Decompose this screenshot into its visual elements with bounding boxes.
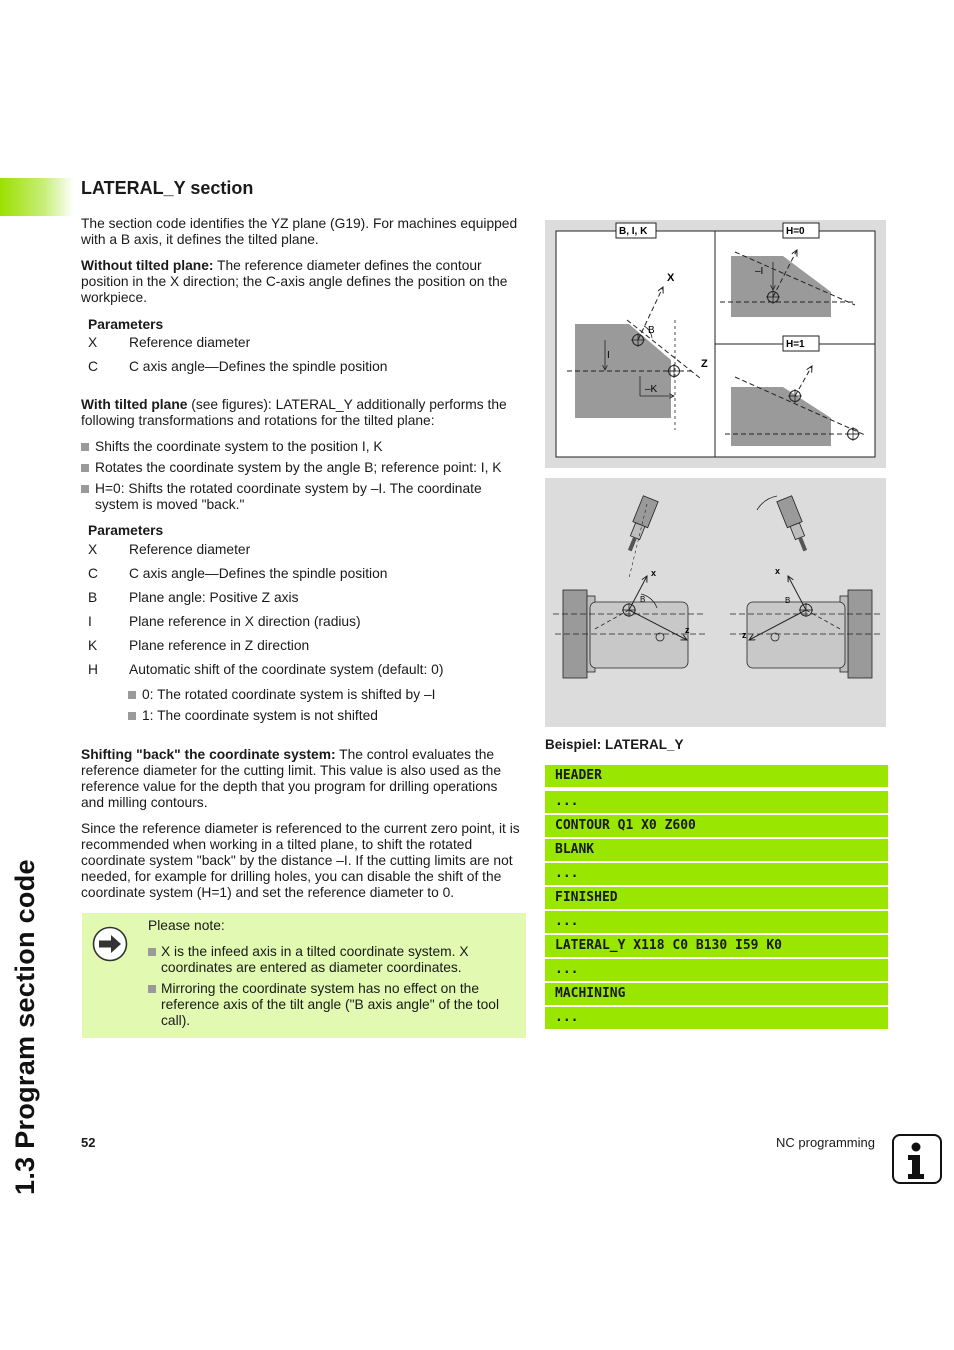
- bullet-square-icon: [81, 443, 89, 451]
- tool-holder-right: [777, 496, 813, 554]
- minus-k-label: –K: [645, 384, 658, 395]
- param-row: B Plane angle: Positive Z axis: [88, 590, 299, 605]
- page-number: 52: [81, 1135, 96, 1150]
- bullet-square-icon: [81, 464, 89, 472]
- param-row: I Plane reference in X direction (radius): [88, 614, 361, 629]
- param-row: [88, 335, 518, 353]
- with-tilted-paragraph: [81, 397, 523, 429]
- param-row: C C axis angle—Defines the spindle position: [88, 566, 388, 581]
- without-tilted-paragraph: [81, 258, 523, 306]
- footer-text: NC programming: [776, 1135, 875, 1150]
- shifting-paragraph: [81, 747, 523, 811]
- i-label: I: [607, 350, 610, 361]
- bullet-square-icon: [148, 985, 156, 993]
- side-tab-label: 1.3 Program section code: [10, 859, 40, 1195]
- bullet-item: Shifts the coordinate system to the position I, K: [81, 439, 526, 455]
- axis-x-label-right: x: [775, 566, 781, 576]
- param-key: C: [88, 359, 98, 374]
- tag-h1: H=1: [786, 339, 805, 350]
- tag-bik: B, I, K: [619, 226, 648, 237]
- tilted-plane-figure: [545, 220, 886, 468]
- axis-x-label-left: x: [651, 568, 657, 578]
- shifting-text: The control evaluates the reference diameter for the cutting limit. This value is also used as the reference value for the depth that you program for drilling operations and milling contours.: [81, 747, 501, 810]
- side-tab-highlight: [0, 178, 74, 216]
- bullet-item: H=0: Shifts the rotated coordinate system by –I. The coordinate system is moved "back.": [81, 481, 521, 513]
- code-line: CONTOUR Q1 X0 Z600: [545, 815, 888, 837]
- shifting-label: Shifting "back" the coordinate system:: [81, 747, 336, 762]
- workpiece-shape: [747, 602, 845, 668]
- tag-h0: H=0: [786, 226, 805, 237]
- note-title: Please note:: [148, 918, 225, 933]
- param-value: Reference diameter: [129, 335, 251, 350]
- bullet-square-icon: [128, 712, 136, 720]
- param-row: [88, 359, 518, 377]
- bullet-square-icon: [128, 691, 136, 699]
- angle-b-label-right: B: [785, 596, 791, 605]
- code-line: ...: [545, 959, 888, 981]
- minus-i-label: –I: [755, 266, 764, 277]
- code-line: LATERAL_Y X118 C0 B130 I59 K0: [545, 935, 888, 957]
- code-line: ...: [545, 1007, 888, 1029]
- param-key: X: [88, 335, 98, 350]
- code-line: HEADER: [545, 765, 888, 787]
- param-value: C axis angle—Defines the spindle position: [129, 359, 388, 374]
- without-tilted-text: The reference diameter defines the contour position in the X direction; the C-axis angle defines the position on the workpiece.: [81, 258, 508, 305]
- code-line: FINISHED: [545, 887, 888, 909]
- parameters-title-2: Parameters: [88, 523, 164, 538]
- arrow-right-icon: [92, 926, 128, 962]
- example-title: Beispiel: LATERAL_Y: [545, 737, 684, 752]
- machine-tilt-figure: [545, 478, 886, 727]
- axis-x-label: X: [667, 272, 675, 284]
- angle-b-label-left: B: [640, 595, 646, 604]
- axis-z-label-right: z: [742, 630, 747, 640]
- parameters-title-1: Parameters: [88, 317, 164, 332]
- bullet-square-icon: [148, 948, 156, 956]
- code-line: ...: [545, 863, 888, 885]
- info-icon: [892, 1134, 942, 1184]
- code-line: BLANK: [545, 839, 888, 861]
- with-tilted-label: With tilted plane: [81, 397, 188, 412]
- section-heading: LATERAL_Y section: [81, 178, 254, 198]
- code-line: ...: [545, 791, 888, 813]
- code-line: ...: [545, 911, 888, 933]
- code-line: MACHINING: [545, 983, 888, 1005]
- param-row: H Automatic shift of the coordinate system (default: 0): [88, 662, 444, 677]
- axis-z-label-left: z: [685, 625, 690, 635]
- axis-z-label: Z: [701, 358, 708, 370]
- intro-paragraph: The section code identifies the YZ plane (G19). For machines equipped with a B axis, it defines the tilted plane.: [81, 216, 518, 247]
- bullet-square-icon: [81, 485, 89, 493]
- note-item: X is the infeed axis in a tilted coordinate system. X coordinates are entered as diameter coordinates.: [148, 944, 518, 976]
- sub-bullet-item: 0: The rotated coordinate system is shifted by –I: [128, 687, 508, 703]
- bullet-item: Rotates the coordinate system by the angle B; reference point: I, K: [81, 460, 526, 476]
- workpiece-shape: [590, 602, 688, 668]
- with-tilted-text: (see figures): LATERAL_Y additionally performs the following transformations and rotations for the tilted plane:: [81, 397, 507, 428]
- without-tilted-label: Without tilted plane:: [81, 258, 214, 273]
- since-paragraph: Since the reference diameter is referenced to the current zero point, it is recommended when working in a tilted plane, to shift the rotated coordinate system "back" by the distance –I. If the cutting limits are not needed, for example for drilling holes, you can disable the shift of the coordinate system (H=1) and set the reference diameter to 0.: [81, 821, 520, 900]
- angle-b-label: B: [648, 325, 655, 336]
- tool-holder-left: [622, 496, 658, 554]
- param-row: X Reference diameter: [88, 542, 251, 557]
- param-row: K Plane reference in Z direction: [88, 638, 310, 653]
- note-item: Mirroring the coordinate system has no effect on the reference axis of the tilt angle ("B axis angle" of the tool call).: [148, 981, 518, 1029]
- sub-bullet-item: 1: The coordinate system is not shifted: [128, 708, 508, 724]
